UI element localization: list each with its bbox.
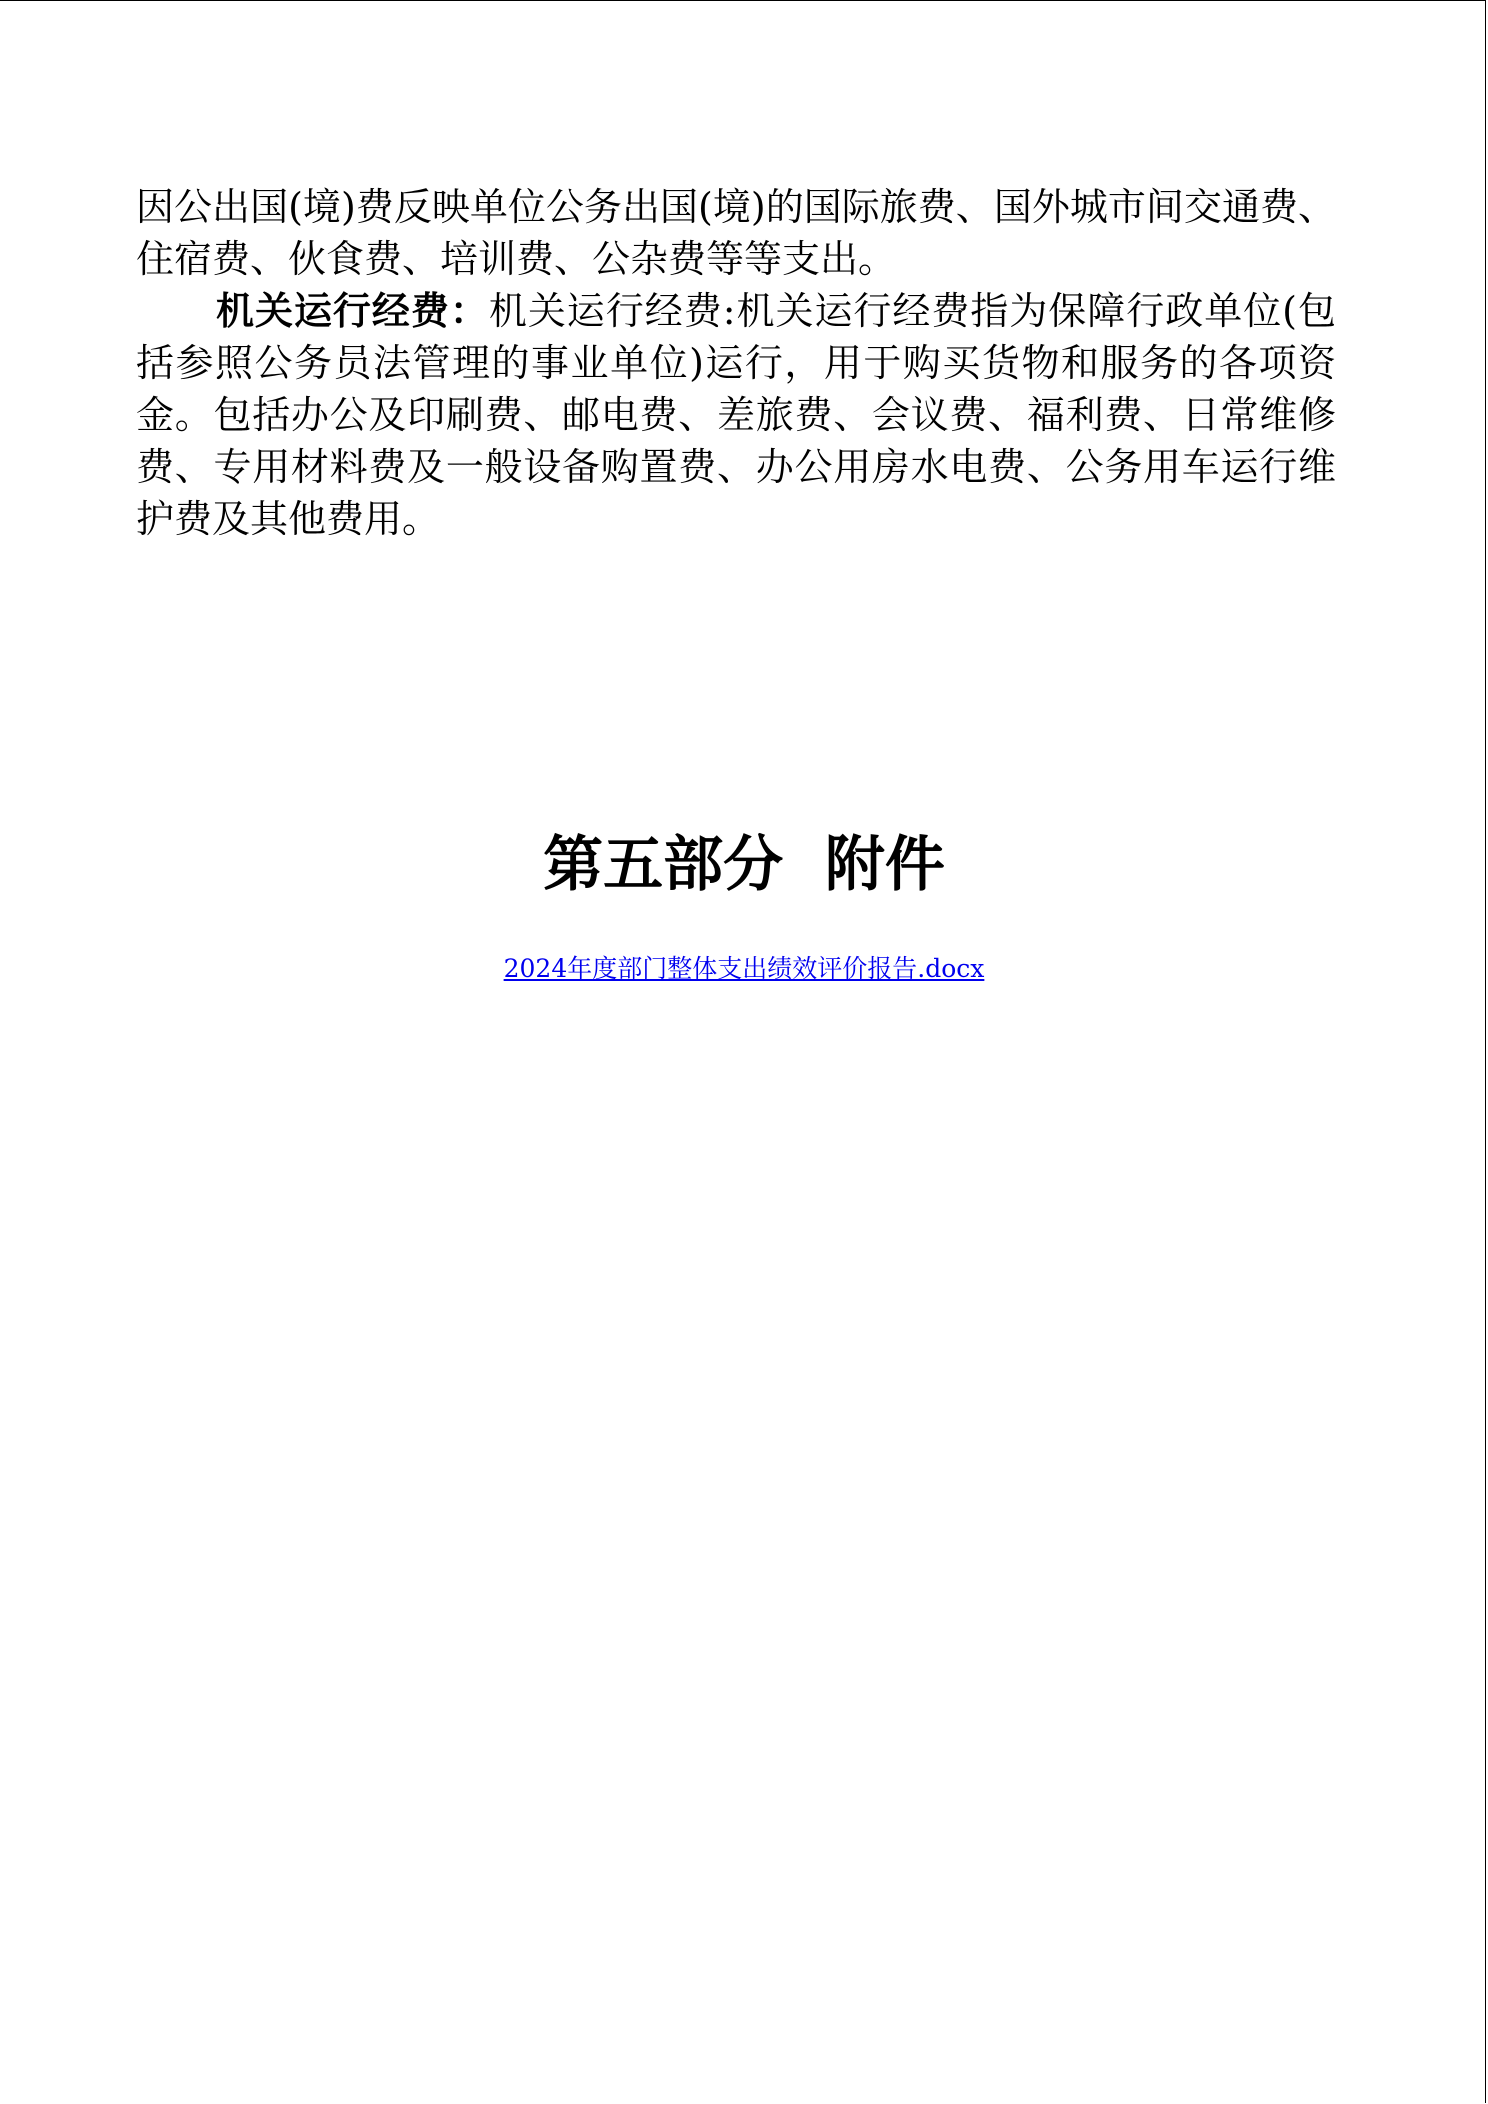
attachment-link-container: [0, 951, 1488, 987]
term-operating-expenses: 机关运行经费：: [216, 289, 489, 333]
attachment-link[interactable]: 2024年度部门整体支出绩效评价报告.docx: [503, 954, 985, 983]
section-title: 第五部分 附件: [543, 830, 945, 900]
paragraph-operating-expenses: [136, 285, 1336, 545]
body-text: [136, 181, 1336, 545]
paragraph-operating-expenses-text: 机关运行经费:机关运行经费指为保障行政单位(包括参照公务员法管理的事业单位)运行，用于购买货物和服务的各项资金。包括办公及印刷费、邮电费、差旅费、会议费、福利费、日常维修费、专用材料费及一般设备购置费、办公用房水电费、公务用车运行维护费及其他费用。: [136, 289, 1336, 541]
paragraph-expense-abroad: [136, 181, 1336, 285]
paragraph-expense-abroad-text: 因公出国(境)费反映单位公务出国(境)的国际旅费、国外城市间交通费、住宿费、伙食费、培训费、公杂费等等支出。: [136, 185, 1336, 281]
